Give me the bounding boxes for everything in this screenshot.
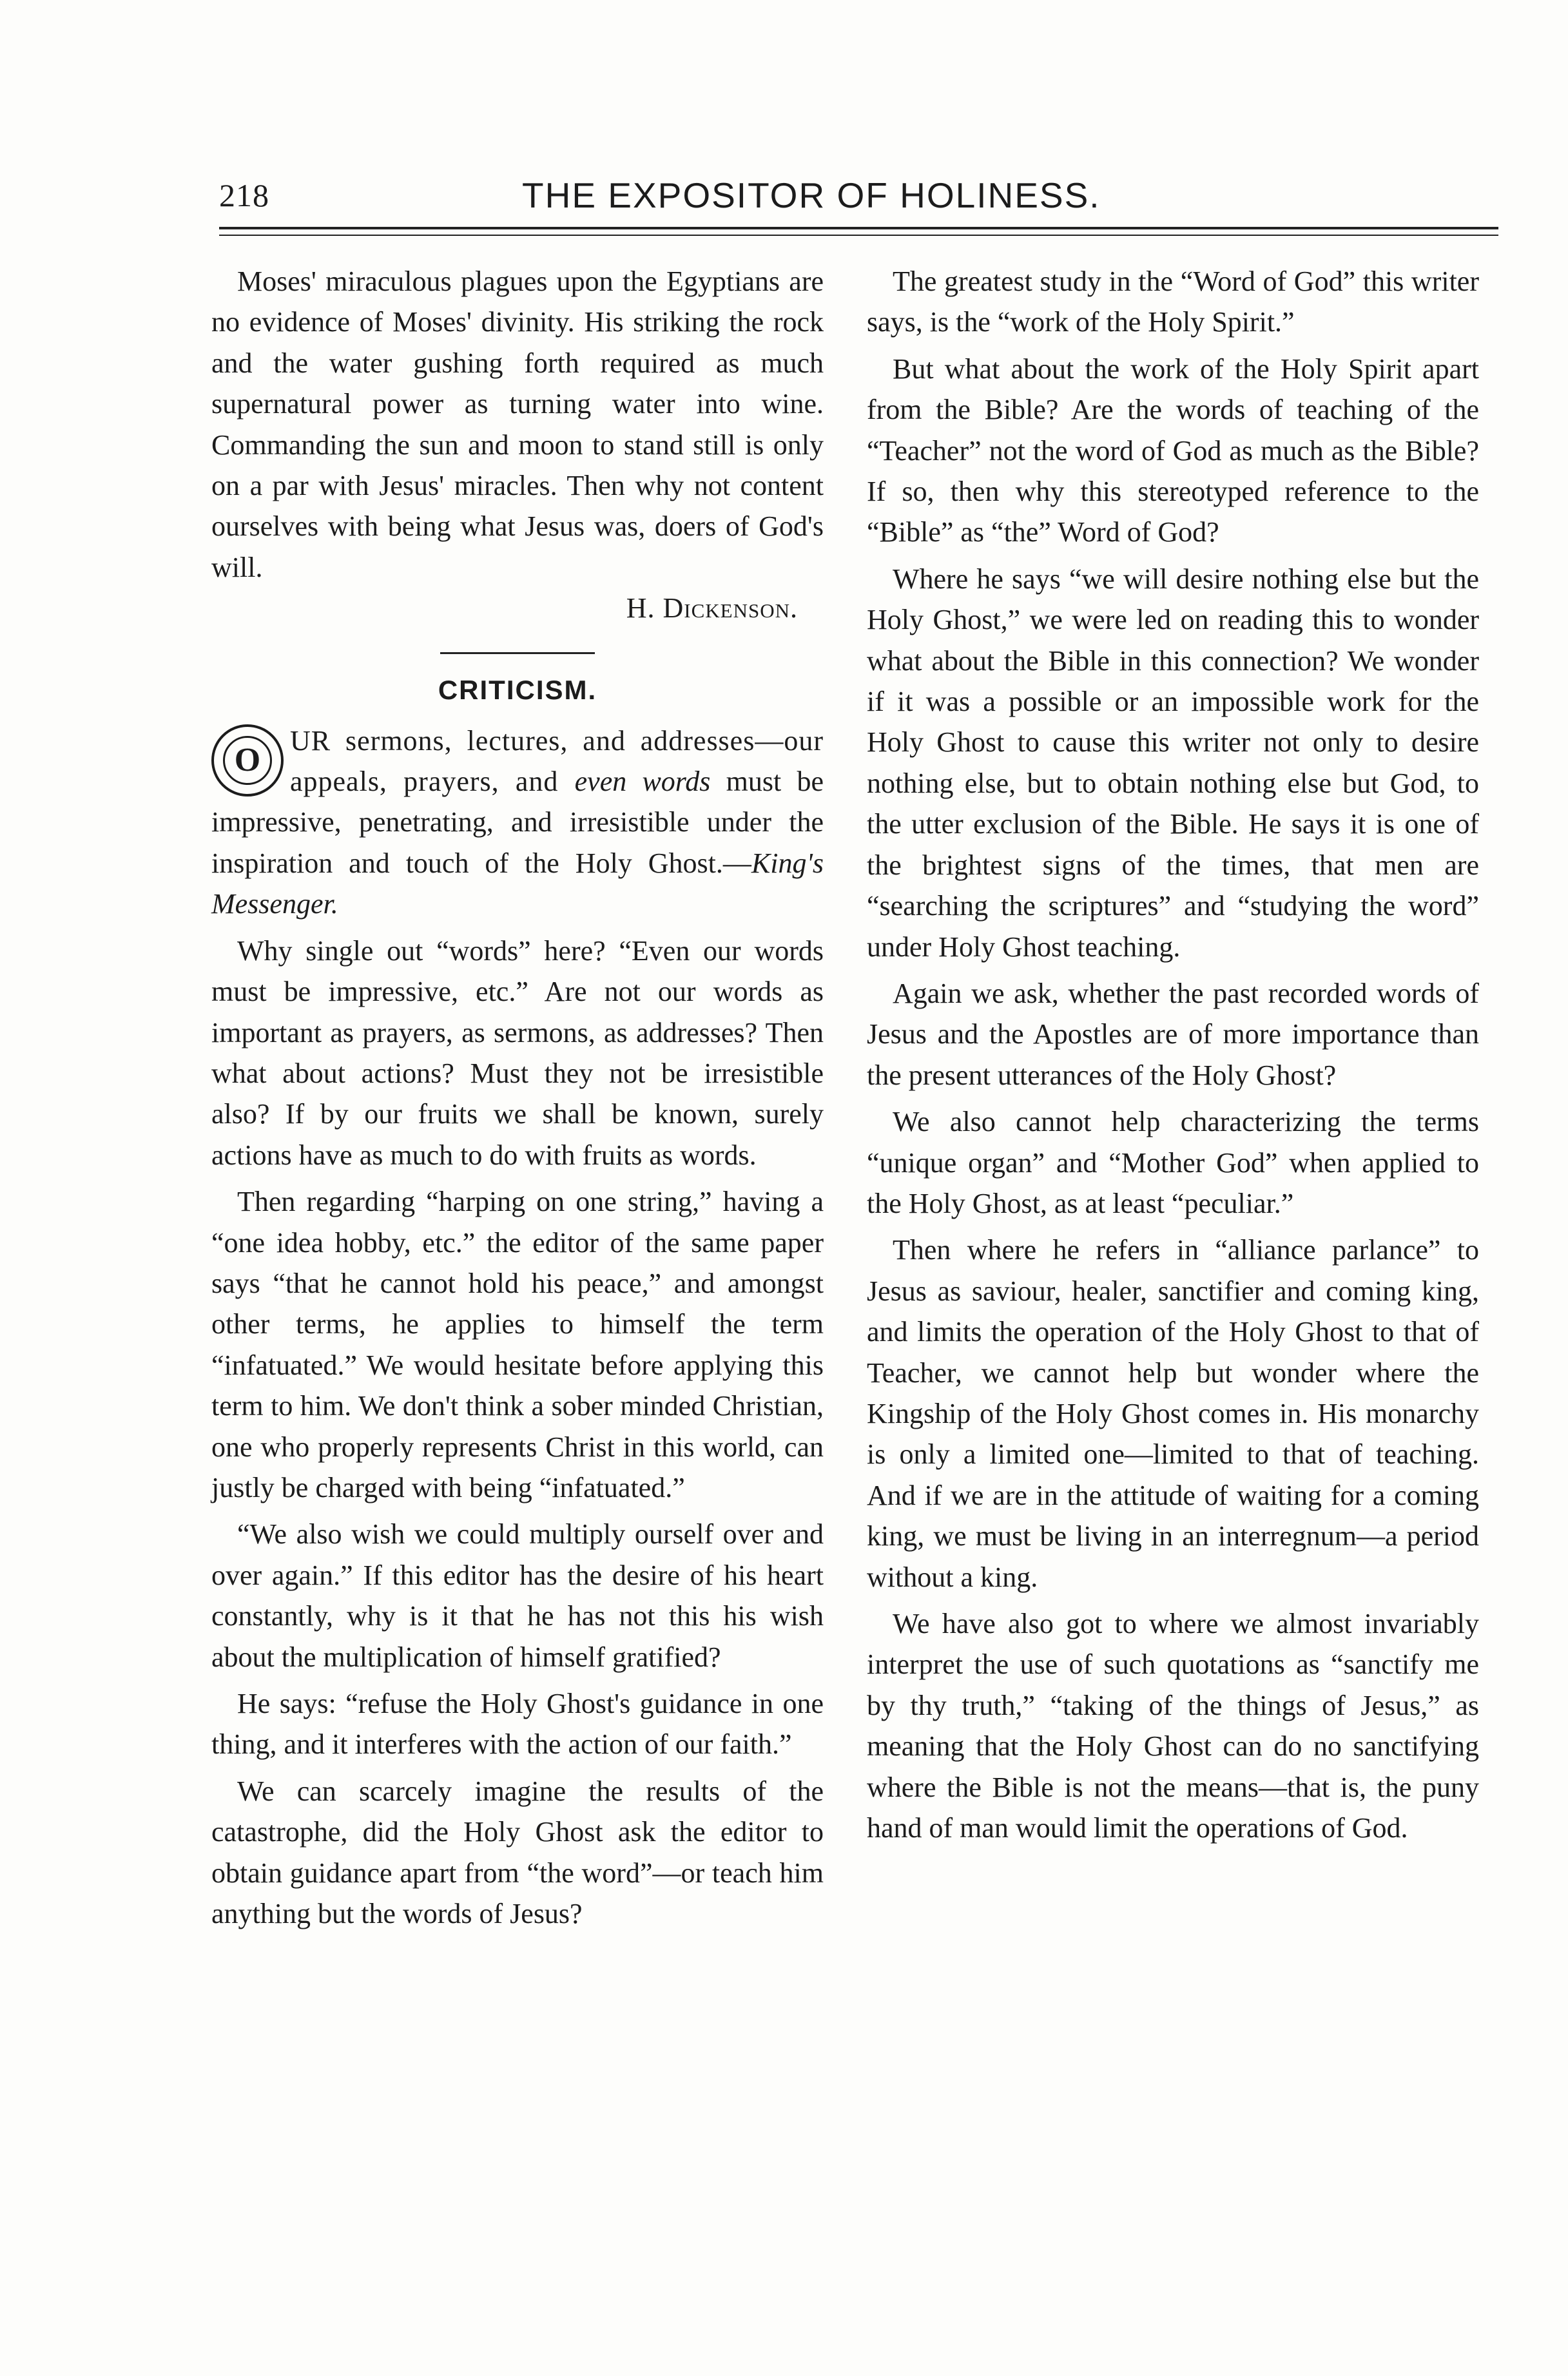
italic-phrase: even words [574, 766, 711, 798]
article-paragraph: Then where he refers in “alliance parlance” to Jesus as saviour, healer, sanctifier and coming king, and limits the operation of the Holy Ghost to that of Teacher, we cannot help but wonder where the Kingship of the Holy Ghost comes in. His monarchy is only a limited one—limited to that of teaching. And if we are in the attitude of waiting for a coming king, we must be living in an interregnum—a period without a king. [867, 1234, 1479, 1593]
page-header [219, 173, 1498, 218]
quoted-source: King's Messenger. [211, 847, 824, 920]
page-number: 218 [219, 177, 269, 213]
article-paragraph: But what about the work of the Holy Spirit apart from the Bible? Are the words of teaching of the “Teacher” not the word of God as much as the Bible? If so, then why this stereotyped reference to the “Bible” as “the” Word of God? [867, 353, 1479, 548]
article-paragraph: Where he says “we will desire nothing else but the Holy Ghost,” we were led on reading this to wonder what about the Bible in this connection? We wonder if it was a possible or an impossible work for the Holy Ghost to cause this writer not only to desire nothing else, but to obtain nothing else but God, to the utter exclusion of the Bible. He says it is one of the brightest signs of the times, that men are “searching the scriptures” and “studying the word” under Holy Ghost teaching. [867, 563, 1479, 963]
running-title: THE EXPOSITOR OF HOLINESS. [522, 175, 1101, 215]
ornamental-initial-letter: O [223, 736, 272, 785]
dropcap-paragraph-mid: must be impressive, penetrating, and irresistible under the inspiration and touch of the Holy Ghost.— [211, 766, 824, 879]
right-column [867, 261, 1479, 1848]
article-paragraph: Why single out “words” here? “Even our words must be impressive, etc.” Are not our words as important as prayers, as sermons, as addresses? Then what about actions? Must they not be irresistible also? If by our fruits we shall be known, surely actions have as much to do with fruits as words. [211, 934, 824, 1171]
article-paragraph: He says: “refuse the Holy Ghost's guidance in one thing, and it interferes with the action of our faith.” [211, 1688, 824, 1761]
article-paragraph: “We also wish we could multiply ourself over and over again.” If this editor has the desire of his heart constantly, why is it that he has not this his wish about the multiplication of himself gratified? [211, 1518, 824, 1673]
article-paragraph: Again we ask, whether the past recorded words of Jesus and the Apostles are of more importance than the present utterances of the Holy Ghost? [867, 977, 1479, 1091]
left-column [211, 261, 824, 1934]
article-paragraph: The greatest study in the “Word of God” this writer says, is the “work of the Holy Spirit.” [867, 266, 1479, 338]
article-paragraph: We also cannot help characterizing the terms “unique organ” and “Mother God” when applied to the Holy Ghost, as at least “peculiar.” [867, 1106, 1479, 1219]
article-paragraph-dropcap [211, 720, 824, 925]
header-rule-thick [219, 227, 1498, 229]
dropcap-paragraph-start: UR sermons, lectures, and addresses—our appeals, prayers, and [290, 724, 824, 798]
section-title: CRITICISM. [438, 674, 597, 705]
article-paragraph: We can scarcely imagine the results of the catastrophe, did the Holy Ghost ask the editor to obtain guidance apart from “the word”—or teach him anything but the words of Jesus? [211, 1775, 824, 1930]
article-paragraph: Then regarding “harping on one string,” having a “one idea hobby, etc.” the editor of the same paper says “that he cannot hold his peace,” and amongst other terms, he applies to himself the term “infatuated.” We would hesitate before applying this term to him. We don't think a sober minded Christian, one who properly represents Christ in this world, can justly be charged with being “infatuated.” [211, 1186, 824, 1503]
section-divider [440, 652, 595, 654]
article-paragraph: Moses' miraculous plagues upon the Egyptians are no evidence of Moses' divinity. His striking the rock and the water gushing forth required as much supernatural power as turning water into wine. Commanding the sun and moon to stand still is only on a par with Jesus' miracles. Then why not content ourselves with being what Jesus was, doers of God's will. [211, 266, 824, 583]
ornamental-initial-icon [211, 724, 284, 797]
author-signature: H. Dickenson. [626, 592, 798, 624]
header-rule-thin [219, 235, 1498, 236]
article-paragraph: We have also got to where we almost invariably interpret the use of such quotations as “sanctify me by thy truth,” “taking of the things of Jesus,” as meaning that the Holy Ghost can do no sanctifying where the Bible is not the means—that is, the puny hand of man would limit the operations of God. [867, 1608, 1479, 1844]
